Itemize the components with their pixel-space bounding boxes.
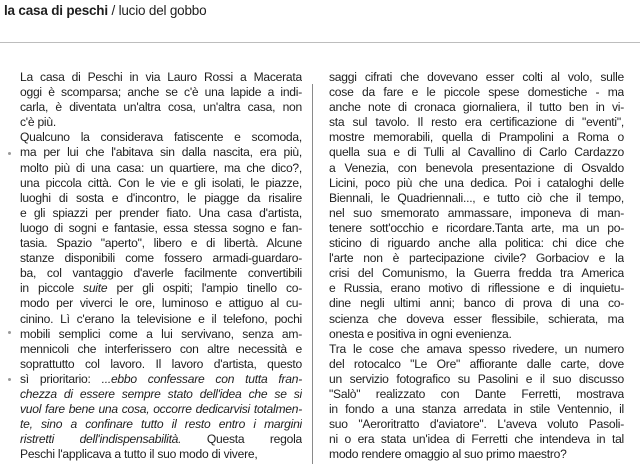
page-header	[0, 0, 640, 43]
text-fragment: sta sul tavolo. Il resto era certificazione di "eventi",	[329, 115, 624, 130]
text-fragment: a Venezia, con benevola presentazione di Osvaldo	[329, 160, 624, 175]
text-line	[329, 115, 624, 130]
text-line	[20, 432, 302, 447]
text-line	[329, 447, 624, 462]
text-line	[20, 100, 302, 115]
margin-dot	[8, 331, 11, 334]
text-line	[329, 70, 624, 85]
text-line	[20, 191, 302, 206]
text-line	[329, 100, 624, 115]
text-line	[329, 251, 624, 266]
text-fragment: luoghi di sosta e d'incontro, le piagge da risalire	[20, 190, 302, 205]
text-line	[329, 130, 624, 145]
text-fragment: "Salò" realizzato con Dante Ferretti, mostrava	[329, 386, 624, 401]
text-line	[20, 176, 302, 191]
text-line	[20, 115, 302, 130]
text-line	[20, 85, 302, 100]
text-line	[329, 221, 624, 236]
text-line	[20, 372, 302, 387]
text-fragment: e gli spiazzi per prender fiato. Una casa d'artista,	[20, 205, 302, 220]
text-fragment: sì prioritario:	[20, 371, 102, 386]
text-fragment: Questa regola	[181, 432, 302, 447]
text-fragment: una piccola città. Con le vie e gli isolati, le piazze,	[20, 175, 302, 190]
text-line	[329, 327, 624, 342]
text-line	[20, 206, 302, 221]
text-fragment: nel suo smemorato ammassare, imponeva di man-	[329, 205, 624, 220]
text-fragment: ni o era stata un'idea di Ferretti che intendeva in tal	[329, 432, 624, 447]
text-fragment: in fondo a una stanza arredata in stile Ventennio, il	[329, 402, 624, 417]
text-fragment: Biennali, le Quadriennali..., e tutto ciò che il tempo,	[329, 190, 624, 205]
text-line	[329, 266, 624, 281]
text-fragment: dine negli ultimi anni; banco di prova di una co-	[329, 296, 624, 311]
text-line	[20, 327, 302, 342]
text-line	[20, 342, 302, 357]
quote-fragment: te, sino a confinare tutto il resto entro i margini	[20, 417, 302, 432]
text-line	[329, 176, 624, 191]
text-line	[329, 342, 624, 357]
text-line	[20, 251, 302, 266]
text-fragment: onesta e positiva in ogni evenienza.	[329, 326, 512, 341]
text-line	[20, 357, 302, 372]
text-line	[329, 417, 624, 432]
quote-fragment: ristretti dell'indispensabilità.	[20, 432, 182, 447]
text-fragment: ma per lui che l'abitava sin dalla nascita, era più,	[20, 145, 302, 160]
text-fragment: scienza che doveva esser flessibile, schierata, ma	[329, 311, 624, 326]
margin-dot	[8, 378, 11, 381]
text-line	[20, 221, 302, 236]
text-line	[20, 387, 302, 402]
text-line	[329, 387, 624, 402]
text-fragment: quella sua e di Tulli al Cavallino di Carlo Cardazzo	[329, 145, 624, 160]
text-fragment: Peschi l'applicava a tutto il suo modo di vivere,	[20, 447, 258, 462]
text-fragment: in piccole	[20, 281, 84, 296]
text-fragment: tasia. Spazio "aperto", libero e di libertà. Alcune	[20, 236, 302, 251]
text-line	[329, 236, 624, 251]
text-fragment: per gli ospiti; l'ampio tinello co-	[107, 281, 302, 296]
text-line	[20, 70, 302, 85]
quote-fragment: chezza di essere sempre stato dell'idea che se si	[20, 386, 302, 401]
text-line	[329, 281, 624, 296]
text-line	[329, 312, 624, 327]
text-fragment: cinino. Lì c'erano la televisione e il telefono, pochi	[20, 311, 302, 326]
text-fragment: cose da fare e le piccole spese domestiche - ma	[329, 85, 624, 100]
text-line	[20, 130, 302, 145]
text-fragment: crisi del Comunismo, la Guerra fredda tra America	[329, 266, 624, 281]
text-fragment: Tra le cose che amava spesso rivedere, un numero	[329, 341, 624, 356]
text-line	[20, 266, 302, 281]
text-line	[329, 372, 624, 387]
text-fragment: saggi cifrati che dovevano esser colti al volo, sulle	[329, 70, 624, 84]
title-separator: /	[107, 3, 119, 18]
author-name: lucio del gobbo	[118, 3, 207, 18]
text-fragment: anche note di cronaca giornaliera, il tutto ben in vi-	[329, 100, 624, 115]
text-fragment: La casa di Peschi in via Lauro Rossi a Macerata	[20, 70, 302, 84]
text-line	[20, 281, 302, 296]
text-fragment: mostre memorabili, quella di Prampolini a Roma o	[329, 130, 624, 145]
text-fragment: Licini, poco più che una dedica. Poi i cataloghi delle	[329, 175, 624, 190]
text-line	[20, 145, 302, 160]
text-line	[20, 296, 302, 311]
margin-dot	[8, 152, 11, 155]
text-fragment: e Russia, erano motivo di riflessione e di inquietu-	[329, 281, 624, 296]
article-column-left	[20, 70, 302, 462]
text-line	[20, 447, 302, 462]
quote-fragment: vuol fare bene una cosa, occorre dedicarvisi totalmen-	[20, 402, 302, 417]
text-line	[329, 145, 624, 160]
text-fragment: Qualcuno la considerava fatiscente e scomoda,	[20, 130, 302, 145]
column-divider	[312, 84, 313, 464]
text-fragment: l'arte non è partecipazione civile? Gorbaciov e la	[329, 251, 624, 266]
article-column-right	[329, 70, 624, 462]
text-line	[329, 85, 624, 100]
text-line	[329, 432, 624, 447]
text-line	[20, 161, 302, 176]
text-fragment: mobili semplici come a lui servivano, senza am-	[20, 326, 302, 341]
text-line	[20, 417, 302, 432]
page-title	[4, 3, 206, 18]
text-line	[329, 357, 624, 372]
quote-fragment: ...ebbo confessare con tutta fran-	[101, 371, 302, 386]
text-fragment: tenere sott'occhio e ricordare.Tanta arte, ma un po-	[329, 220, 624, 235]
text-fragment: carla, è diventata un'altra cosa, un'altra casa, non	[20, 100, 302, 115]
text-fragment: oggi è scomparsa; anche se c'è una lapide a indi-	[20, 85, 302, 100]
text-line	[20, 312, 302, 327]
text-fragment: ba, col vantaggio d'averle facilmente convertibili	[20, 266, 302, 281]
text-fragment: stanze disponibili come fossero armadi-guardaro-	[20, 251, 302, 266]
text-fragment: luogo di sogni e fantasie, essa stessa sogno e fan-	[20, 220, 302, 235]
text-fragment: del rotocalco "Le Ore" affiorante dalle carte, dove	[329, 356, 624, 371]
text-line	[329, 191, 624, 206]
text-fragment: suo "Aeroritratto d'aviatore". L'aveva voluto Pasoli-	[329, 417, 624, 432]
text-line	[329, 206, 624, 221]
text-fragment: sticino di riguardo anche alla politica: chi dice che	[329, 236, 624, 251]
text-line	[20, 236, 302, 251]
text-fragment: mennicoli che interferissero con altre necessità e	[20, 341, 302, 356]
article-title: la casa di peschi	[4, 3, 108, 18]
text-fragment: un servizio fotografico su Pasolini e il suo discusso	[329, 371, 624, 386]
text-line	[329, 161, 624, 176]
text-fragment: modo per viverci le ore, luminoso e attiguo al cu-	[20, 296, 302, 311]
text-fragment: c'è più.	[20, 115, 56, 130]
text-line	[20, 402, 302, 417]
text-line	[329, 296, 624, 311]
text-line	[329, 402, 624, 417]
quote-fragment: suite	[83, 281, 108, 296]
text-fragment: molto più di una casa: un quartiere, ma che dico?,	[20, 160, 302, 175]
text-fragment: modo rendere omaggio al suo primo maestro?	[329, 447, 567, 462]
text-fragment: soprattutto col lavoro. Il lavoro d'artista, questo	[20, 356, 302, 371]
